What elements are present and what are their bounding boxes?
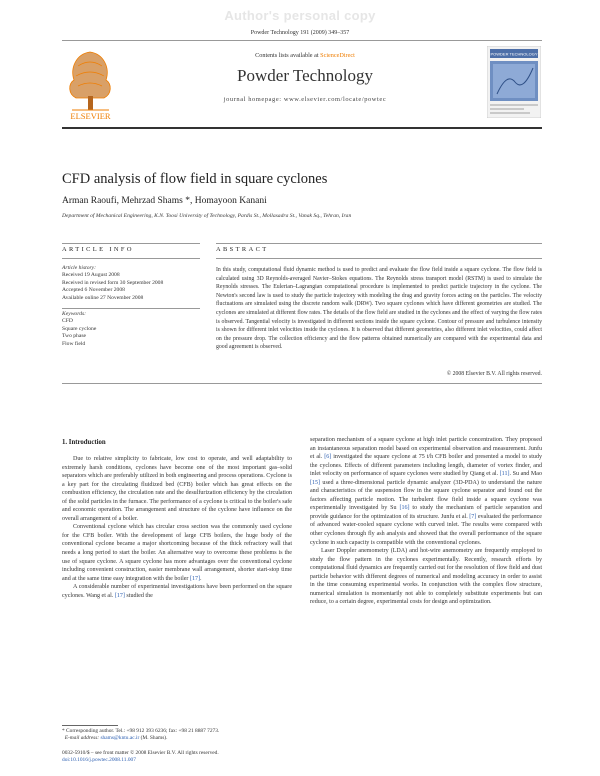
intro-paragraph: Conventional cyclone which has circular cross section was the commonly used cyclone for the CFB boiler. With the development of large CFB boilers, the huge body of the conventional cyclone became a major shortcoming because of the thick refractory wall that needs a long period to start the boiler. An alternative way to overcome these problems is the use of square cyclone. A square cyclone has more advantages over the conventional cyclone including convenient construction, easier membrane wall arrangement, shorter start-stop time and at the same time easy integration with the boiler [17]. xyxy=(62,524,292,582)
intro-paragraph xyxy=(310,436,542,547)
section-heading-introduction: 1. Introduction xyxy=(62,439,106,446)
history-online: Available online 27 November 2008 xyxy=(62,294,144,301)
corresponding-author-footnote xyxy=(62,728,292,742)
abstract-copyright: © 2008 Elsevier B.V. All rights reserved. xyxy=(446,371,542,377)
history-label: Article history: xyxy=(62,265,97,271)
reference-link[interactable]: [17] xyxy=(114,592,125,599)
front-matter-bottom-rule xyxy=(62,383,542,384)
footnote-contact: * Corresponding author. Tel.: +98 912 393 6236; fax: +98 21 8887 7273. xyxy=(62,728,220,734)
intro-paragraph-text: evaluated the performance of advanced water-cooled square cyclone with curved inlet. The results were compared with other cyclones through fly ash analysis and showed that the overall performance of the square cyclone in such capacity is compatible with the conventional cyclones. xyxy=(310,513,542,546)
author-affiliation: Department of Mechanical Engineering, K.N. Toosi University of Technology, Pardis St., Mollasadra St., Vanak Sq., Tehran, Iran xyxy=(62,213,352,219)
intro-paragraph-text: Conventional cyclone which has circular cross section was the commonly used cyclone for the CFB boiler. With the development of large CFB boilers, the huge body of the conventional cyclone became a major shortcoming because of the thick refractory wall that needs a long period to start the boiler. An alternative way to overcome these problems is the use of square cyclone. A square cyclone has more advantages over the conventional cyclone including convenient construction, easier membrane wall arrangement, shorter start-stop time and at the same time easy integration with the boiler xyxy=(62,524,292,582)
article-info-mid-rule xyxy=(62,258,200,259)
history-received: Received 19 August 2008 xyxy=(62,272,120,279)
sciencedirect-link[interactable]: ScienceDirect xyxy=(320,52,355,59)
article-history xyxy=(62,265,202,302)
article-authors: Arman Raoufi, Mehrzad Shams *, Homayoon Kanani xyxy=(62,196,267,206)
contents-prefix: Contents lists available at xyxy=(255,52,319,59)
footnote-rule xyxy=(62,725,118,726)
homepage-prefix: journal homepage: xyxy=(223,96,282,103)
journal-cover-image xyxy=(487,46,541,118)
abstract-mid-rule xyxy=(216,258,542,259)
reference-link[interactable]: [7] xyxy=(469,513,477,520)
abstract-body: In this study, computational fluid dynamic method is used to predict and evaluate the flow field inside a square cyclone. The flow field is calculated using 3D Reynolds-averaged Navier–Stokes equations. The Reynolds stress transport model (RSTM) is used to simulate the Reynolds stresses. The Eulerian–Lagrangian computational procedure is implemented to predict particle trajectory in the cyclone. The Newton's second law is used to study the particle trajectory with modeling the drag and gravity forces acting on the particles. The velocity fluctuations are simulated using the discrete random walk (DRW). Two square cyclones which have different geometries are studied. The cyclones are simulated at different flow rates. The details of the flow field are studied in the cyclones and the effect of varying the flow rates is observed. Tangential velocity is investigated in different sections inside the square cyclone. Contour of pressure and turbulence intensity is shown for different inlet velocities inside the cyclones. It is observed that different geometries, also different inlet velocities, could affect on the pressure drop. The collection efficiency and the flow patterns obtained numerically are compared with the experimental data and good agreement is observed. xyxy=(216,267,542,351)
body-column-left xyxy=(62,455,292,600)
abstract-top-rule xyxy=(216,243,542,244)
keyword-item: CFD xyxy=(62,318,73,325)
keywords xyxy=(62,311,202,348)
intro-paragraph-text: studied the xyxy=(126,592,153,599)
keyword-item: Two phase xyxy=(62,333,86,340)
doi-link[interactable]: doi:10.1016/j.powtec.2008.11.007 xyxy=(62,757,136,763)
email-label: E-mail address: xyxy=(64,735,100,741)
body-column-right xyxy=(310,436,542,607)
intro-paragraph-text: A considerable number of experimental investigations have been performed on the square cyclones. Wang et al. xyxy=(62,584,292,599)
elsevier-logo xyxy=(62,46,119,122)
reference-link[interactable]: [15] xyxy=(310,479,321,486)
intro-paragraph-text: separation mechanism of a square cyclone at high inlet particle concentration. They proposed an instantaneous separation model based on experimental observation and measurement. Junfu et al. xyxy=(310,437,542,461)
email-suffix: (M. Shams). xyxy=(140,735,168,741)
abstract-heading: ABSTRACT xyxy=(216,246,269,253)
reference-link[interactable]: [17] xyxy=(189,575,201,582)
footnote-email-line xyxy=(62,735,292,742)
homepage-link[interactable]: www.elsevier.com/locate/powtec xyxy=(283,96,387,103)
intro-paragraph-text: to study the mechanism of particle separation and provide guidance for the optimization of its structure. Junfu et al. xyxy=(310,505,543,520)
intro-paragraph: Laser Doppler anemometry (LDA) and hot-wire anemometry are frequently employed to study the flow pattern in the cyclones experimentally. Recently, research efforts by computational fluid dynamics are frequently carried out for the resolution of flow field and dust particle behavior with different degrees of numerical and modeling accuracy in order to assist in the time consuming experimental works. In conjunction with the complex flow structure, numerical simulation is momentarily not able to completely substitute experiments but can reduce, to a certain degree, experimental costs for design and optimization. xyxy=(310,548,542,606)
article-title: CFD analysis of flow field in square cyclones xyxy=(62,171,328,187)
keywords-label: Keywords: xyxy=(62,311,87,317)
cover-title: POWDER TECHNOLOGY xyxy=(490,51,538,57)
history-accepted: Accepted 6 November 2008 xyxy=(62,287,125,294)
reference-link[interactable]: [6] xyxy=(324,454,332,461)
article-info-heading: ARTICLE INFO xyxy=(62,246,134,253)
masthead-bottom-rule xyxy=(62,127,542,129)
email-link[interactable]: shams@kntu.ac.ir xyxy=(100,735,140,741)
intro-paragraph-text: . Su and Mao xyxy=(509,471,542,478)
watermark: Author's personal copy xyxy=(224,8,376,23)
intro-paragraph: Due to relative simplicity to fabricate, low cost to operate, and well adaptability to extremely harsh conditions, cyclones have become one of the most important gas–solid separators which are preferably utilized in both engineering and process operations. Cyclone is a key part for the circulating fluidized bed (CFB) boiler which has great effects on the combustion efficiency, the circulation rate and the desulfurization efficiency by the circulation of the solid particles in the furnace. The performance of a cyclone is critical to the boiler's safe and economic operation. The arrangement and structure of the cyclone have influence on the overall arrangement of a boiler. xyxy=(62,456,292,522)
issn-block xyxy=(62,750,362,764)
journal-homepage xyxy=(130,96,480,103)
keyword-item: Flow field xyxy=(62,340,86,347)
intro-paragraph-text: investigated the square cyclone at 75 t/h CFB boiler and presented a model to study the cyclones. Effects of different parameters including length, diameter of vortex finder, and inlet velocity on performance of square cyclones were studied by Qiang et al. xyxy=(310,454,542,478)
keyword-item: Square cyclone xyxy=(62,325,97,332)
intro-paragraph xyxy=(62,583,292,600)
history-revised: Received in revised form 30 September 2008 xyxy=(62,279,164,286)
contents-line xyxy=(130,52,480,59)
reference-link[interactable]: [16] xyxy=(399,505,410,512)
publisher-wordmark: ELSEVIER xyxy=(70,111,111,121)
issn-line: 0032-5910/$ – see front matter © 2008 Elsevier B.V. All rights reserved. xyxy=(62,750,219,756)
intro-paragraph-text: used a three-dimensional particle dynamic analyzer (3D-PDA) to understand the nature and characteristics of the suspension flow in the square cyclone separator and found out the factors affecting particle motion. The turbulent flow field inside a square cyclone was experimentally investigated by Su xyxy=(310,479,542,512)
header-divider xyxy=(62,40,542,41)
journal-name: Powder Technology xyxy=(237,66,373,85)
reference-link[interactable]: [11] xyxy=(499,471,510,478)
journal-citation: Powder Technology 191 (2009) 349–357 xyxy=(250,30,350,36)
article-info-top-rule xyxy=(62,243,200,244)
keywords-rule xyxy=(62,308,200,309)
